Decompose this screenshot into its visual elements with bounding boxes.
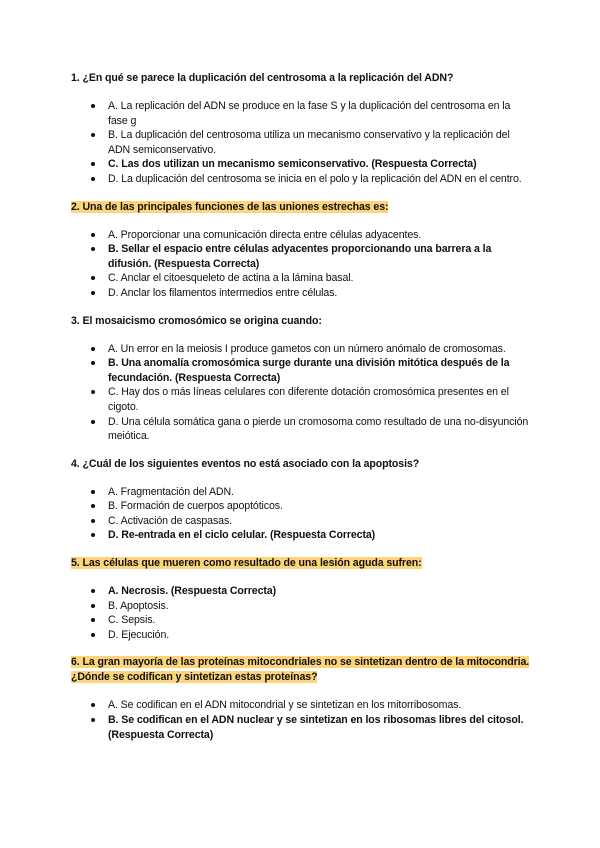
option-4c: C. Activación de caspasas. xyxy=(71,514,531,529)
question-4 xyxy=(71,457,531,472)
option-4b: B. Formación de cuerpos apoptóticos. xyxy=(71,499,531,514)
option-2d: D. Anclar los filamentos intermedios entre células. xyxy=(71,286,531,301)
option-4a: A. Fragmentación del ADN. xyxy=(71,485,531,500)
option-3a: A. Un error en la meiosis I produce gametos con un número anómalo de cromosomas. xyxy=(71,342,531,357)
question-4-options xyxy=(71,485,531,543)
option-6b-correct: B. Se codifican en el ADN nuclear y se sintetizan en los ribosomas libres del citosol. (Respuesta Correcta) xyxy=(71,713,531,742)
option-2b-correct: B. Sellar el espacio entre células adyacentes proporcionando una barrera a la difusión. (Respuesta Correcta) xyxy=(71,242,531,271)
option-1d: D. La duplicación del centrosoma se inicia en el polo y la replicación del ADN en el centro. xyxy=(71,172,531,187)
question-5-text: 5. Las células que mueren como resultado de una lesión aguda sufren: xyxy=(71,557,422,570)
question-1-options xyxy=(71,99,531,187)
question-1 xyxy=(71,71,531,86)
question-5-options xyxy=(71,584,531,642)
question-4-text: 4. ¿Cuál de los siguientes eventos no está asociado con la apoptosis? xyxy=(71,457,420,470)
option-5b: B. Apoptosis. xyxy=(71,599,531,614)
question-3-text: 3. El mosaicismo cromosómico se origina cuando: xyxy=(71,314,322,327)
option-5c: C. Sepsis. xyxy=(71,613,531,628)
option-4d-correct: D. Re-entrada en el ciclo celular. (Respuesta Correcta) xyxy=(71,528,531,543)
quiz-content xyxy=(71,71,531,755)
question-1-text: 1. ¿En qué se parece la duplicación del centrosoma a la replicación del ADN? xyxy=(71,72,454,84)
option-6a: A. Se codifican en el ADN mitocondrial y se sintetizan en los mitorribosomas. xyxy=(71,698,531,713)
question-6-text: 6. La gran mayoría de las proteínas mitocondriales no se sintetizan dentro de la mitocondria. ¿Dónde se codifican y sintetizan estas proteínas? xyxy=(71,656,530,684)
option-1a: A. La replicación del ADN se produce en la fase S y la duplicación del centrosoma en la fase g xyxy=(71,99,531,128)
option-2c: C. Anclar el citoesqueleto de actina a la lámina basal. xyxy=(71,271,531,286)
option-3d: D. Una célula somática gana o pierde un cromosoma como resultado de una no-disyunción meiótica. xyxy=(71,415,531,444)
question-6-options xyxy=(71,698,531,742)
question-2-text: 2. Una de las principales funciones de las uniones estrechas es: xyxy=(71,200,389,213)
option-1b: B. La duplicación del centrosoma utiliza un mecanismo conservativo y la replicación del ADN semiconservativo. xyxy=(71,128,531,157)
option-5a-correct: A. Necrosis. (Respuesta Correcta) xyxy=(71,584,531,599)
question-3 xyxy=(71,314,531,329)
question-3-options xyxy=(71,342,531,444)
option-1c-correct: C. Las dos utilizan un mecanismo semiconservativo. (Respuesta Correcta) xyxy=(71,157,531,172)
option-3b-correct: B. Una anomalía cromosómica surge durante una división mitótica después de la fecundación. (Respuesta Correcta) xyxy=(71,356,531,385)
question-5 xyxy=(71,556,531,571)
option-2a: A. Proporcionar una comunicación directa entre células adyacentes. xyxy=(71,228,531,243)
question-2-options xyxy=(71,228,531,301)
question-2 xyxy=(71,200,531,215)
question-6 xyxy=(71,655,531,685)
option-5d: D. Ejecución. xyxy=(71,628,531,643)
option-3c: C. Hay dos o más líneas celulares con diferente dotación cromosómica presentes en el cigoto. xyxy=(71,385,531,414)
